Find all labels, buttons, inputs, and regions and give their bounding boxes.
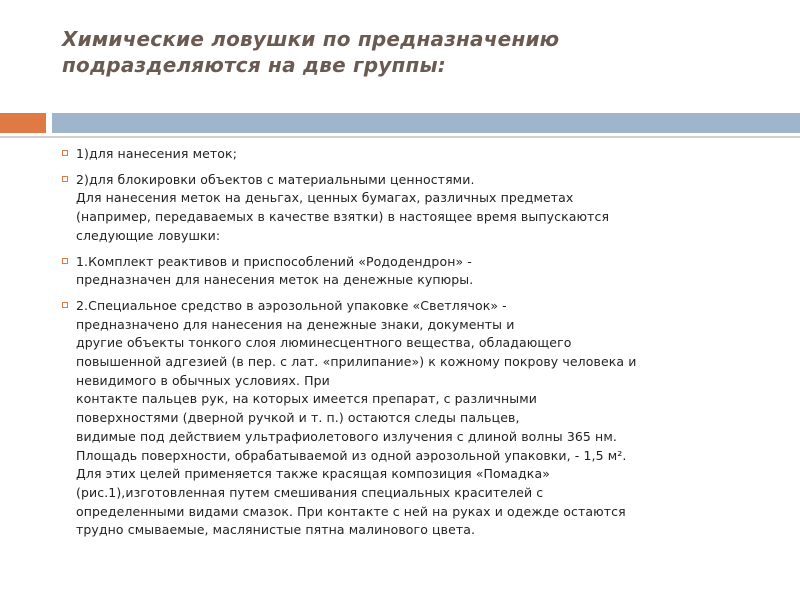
text-line: контакте пальцев рук, на которых имеется препарат, с различными (76, 391, 537, 407)
text-line: Для нанесения меток на деньгах, ценных бумагах, различных предметах (76, 190, 574, 206)
text-line: 2.Специальное средство в аэрозольной упаковке «Светлячок» - (76, 297, 507, 313)
text-line: следующие ловушки: (76, 227, 221, 243)
accent-bar-blue (52, 113, 800, 133)
text-line: 2)для блокировки объектов с материальными ценностями. (76, 171, 475, 187)
text-line: предназначено для нанесения на денежные знаки, документы и (76, 316, 515, 332)
title-line: подразделяются на две группы: (62, 53, 446, 77)
text-line: невидимого в обычных условиях. При (76, 372, 330, 388)
text-line: (рис.1),изготовленная путем смешивания специальных красителей с (76, 484, 544, 500)
list-item (62, 171, 767, 246)
square-bullet-icon (62, 150, 68, 156)
text-line: Площадь поверхности, обрабатываемой из одной аэрозольной упаковки, - 1,5 м². (76, 447, 627, 463)
text-line: повышенной адгезией (в пер. с лат. «прилипание») к кожному покрову человека и (76, 354, 637, 370)
text-line: Для этих целей применяется также красящая композиция «Помадка» (76, 466, 550, 482)
text-line: 1.Комплект реактивов и приспособлений «Рододендрон» - (76, 253, 472, 269)
accent-bar-orange (0, 113, 46, 133)
square-bullet-icon (62, 258, 68, 264)
text-line: видимые под действием ультрафиолетового излучения с длиной волны 365 нм. (76, 428, 617, 444)
square-bullet-icon (62, 302, 68, 308)
list-item (62, 253, 767, 290)
slide-title (62, 26, 762, 78)
text-line: (например, передаваемых в качестве взятки) в настоящее время выпускаются (76, 209, 610, 225)
bullet-list (62, 145, 767, 547)
text-line: трудно смываемые, маслянистые пятна малинового цвета. (76, 522, 476, 538)
list-item (62, 145, 767, 164)
text-line: поверхностями (дверной ручкой и т. п.) остаются следы пальцев, (76, 410, 520, 426)
text-line: 1)для нанесения меток; (76, 146, 238, 161)
square-bullet-icon (62, 176, 68, 182)
text-line: определенными видами смазок. При контакте с ней на руках и одежде остаются (76, 503, 626, 519)
title-line: Химические ловушки по предназначению (62, 27, 560, 51)
text-line: другие объекты тонкого слоя люминесцентного вещества, обладающего (76, 335, 572, 351)
text-line: предназначен для нанесения меток на денежные купюры. (76, 272, 474, 288)
list-item (62, 297, 767, 540)
divider-line (0, 136, 800, 138)
